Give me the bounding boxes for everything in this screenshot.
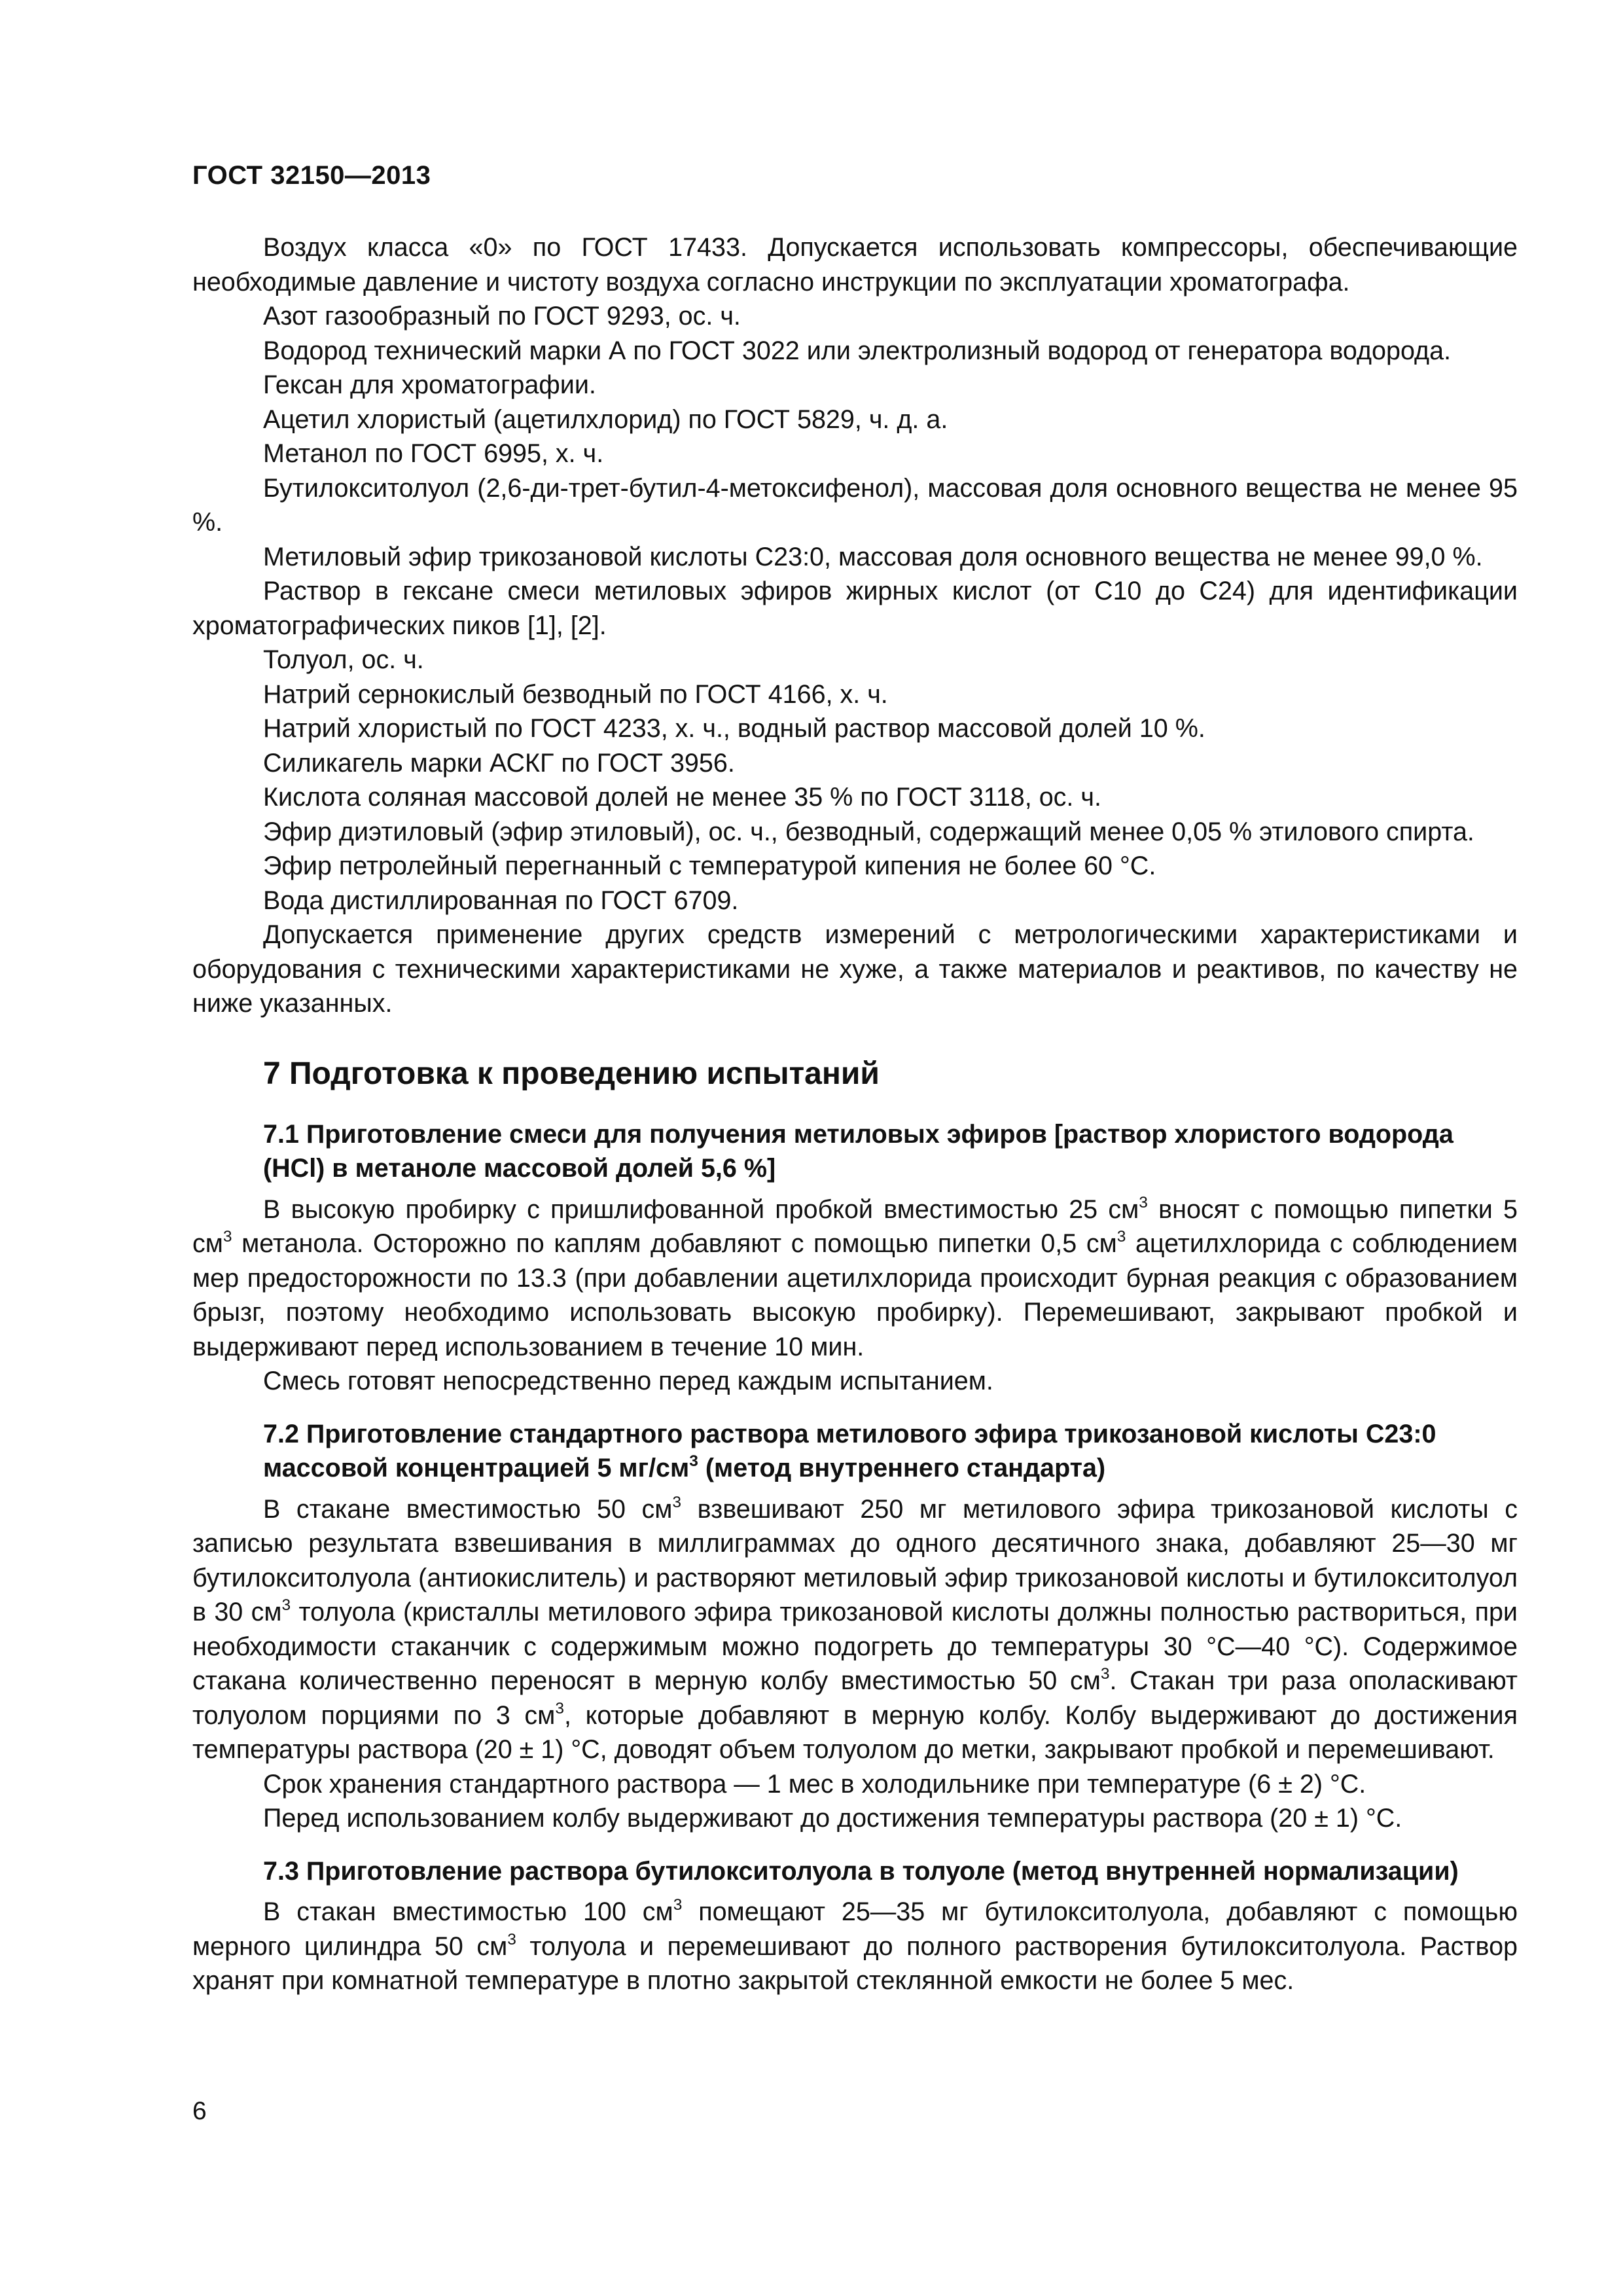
paragraph-nitrogen: Азот газообразный по ГОСТ 9293, ос. ч. bbox=[263, 302, 741, 331]
document-header: ГОСТ 32150—2013 bbox=[192, 161, 431, 190]
paragraph-alternatives: Допускается применение других средств измерений с метрологическими характеристиками и оборудования с техническими характеристиками не хуже, а также материалов и реактивов, по качеству не ниже указанных. bbox=[192, 920, 1518, 1018]
paragraph-hexane: Гексан для хроматографии. bbox=[263, 370, 596, 399]
subsection-7-2-heading: 7.2 Приготовление стандартного раствора метилового эфира трикозановой кислоты С23:0 массовой концентрацией 5 $мг/см^3$ (метод внутреннего стандарта) bbox=[263, 1419, 1436, 1482]
paragraph-methanol: Метанол по ГОСТ 6995, х. ч. bbox=[263, 439, 604, 468]
paragraph-air: Воздух класса «0» по ГОСТ 17433. Допускается использовать компрессоры, обеспечивающие необходимые давление и чистоту воздуха согласно инструкции по эксплуатации хроматографа. bbox=[192, 233, 1518, 296]
paragraph-7-1-procedure: В высокую пробирку с пришлифованной пробкой вместимостью 25 $см^3$ вносят с помощью пипетки 5 $см^3$ метанола. Осторожно по каплям добавляют с помощью пипетки 0,5 $см^3$ ацетилхлорида с соблюдением мер предосторожности по 13.3 (при добавлении ацетилхлорида происходит бурная реакция с образованием брызг, поэтому необходимо использовать высокую пробирку). Перемешивают, закрывают пробкой и выдерживают перед использованием в течение 10 мин. bbox=[192, 1193, 1518, 1361]
section-7-heading: 7 Подготовка к проведению испытаний bbox=[263, 1056, 880, 1091]
paragraph-7-2-storage: Срок хранения стандартного раствора — 1 мес в холодильнике при температуре (6 ± 2) °С. bbox=[263, 1769, 1366, 1799]
paragraph-acetyl-chloride: Ацетил хлористый (ацетилхлорид) по ГОСТ 5829, ч. д. а. bbox=[263, 404, 948, 434]
paragraph-hydrogen: Водород технический марки А по ГОСТ 3022 или электролизный водород от генератора водорода. bbox=[263, 336, 1452, 365]
subsection-7-3-heading: 7.3 Приготовление раствора бутилокситолуола в толуоле (метод внутренней нормализации) bbox=[263, 1856, 1459, 1886]
paragraph-7-2-procedure: В стакане вместимостью 50 $см^3$ взвешивают 250 мг метилового эфира трикозановой кислоты с записью результата взвешивания в миллиграммах до одного десятичного знака, добавляют 25—30 мг бутилокситолуола (антиокислитель) и растворяют метиловый эфир трикозановой кислоты и бутилокситолуол в 30 $см^3$ толуола (кристаллы метилового эфира трикозановой кислоты должны полностью раствориться, при необходимости стаканчик с содержимым можно подогреть до температуры 30 °С—40 °С). Содержимое стакана количественно переносят в мерную колбу вместимостью 50 $см^3$. Стакан три раза ополаскивают толуолом порциями по 3 $см^3$, которые добавляют в мерную колбу. Колбу выдерживают до достижения температуры раствора (20 ± 1) °С, доводят объем толуолом до метки, закрывают пробкой и перемешивают. bbox=[192, 1493, 1518, 1764]
paragraph-sodium-chloride: Натрий хлористый по ГОСТ 4233, х. ч., водный раствор массовой долей 10 %. bbox=[263, 714, 1205, 743]
paragraph-distilled-water: Вода дистиллированная по ГОСТ 6709. bbox=[263, 886, 739, 915]
document-body bbox=[192, 230, 1518, 1998]
paragraph-silica-gel: Силикагель марки АСКГ по ГОСТ 3956. bbox=[263, 748, 735, 778]
paragraph-sodium-sulfate: Натрий сернокислый безводный по ГОСТ 4166, х. ч. bbox=[263, 679, 888, 709]
page-number: 6 bbox=[192, 2097, 207, 2125]
paragraph-diethyl-ether: Эфир диэтиловый (эфир этиловый), ос. ч., безводный, содержащий менее 0,05 % этилового спирта. bbox=[263, 817, 1474, 846]
paragraph-7-2-before-use: Перед использованием колбу выдерживают до достижения температуры раствора (20 ± 1) °С. bbox=[263, 1804, 1402, 1833]
paragraph-7-3-procedure: В стакан вместимостью 100 $см^3$ помещают 25—35 мг бутилокситолуола, добавляют с помощью мерного цилиндра 50 $см^3$ толуола и перемешивают до полного растворения бутилокситолуола. Раствор хранят при комнатной температуре в плотно закрытой стеклянной емкости не более 5 мес. bbox=[192, 1896, 1518, 1995]
paragraph-butyloxytoluene: Бутилокситолуол (2,6-ди-трет-бутил-4-метоксифенол), массовая доля основного вещества не менее 95 %. bbox=[192, 473, 1518, 537]
paragraph-hydrochloric-acid: Кислота соляная массовой долей не менее 35 % по ГОСТ 3118, ос. ч. bbox=[263, 783, 1101, 812]
paragraph-toluene: Толуол, ос. ч. bbox=[263, 645, 424, 674]
paragraph-7-1-note: Смесь готовят непосредственно перед каждым испытанием. bbox=[263, 1367, 993, 1395]
paragraph-hexane-solution: Раствор в гексане смеси метиловых эфиров жирных кислот (от С10 до С24) для идентификации хроматографических пиков [1], [2]. bbox=[192, 577, 1518, 640]
subsection-7-1-heading: 7.1 Приготовление смеси для получения метиловых эфиров [раствор хлористого водорода (HCl) в метаноле массовой долей 5,6 %] bbox=[263, 1119, 1454, 1183]
paragraph-petroleum-ether: Эфир петролейный перегнанный с температурой кипения не более 60 °С. bbox=[263, 852, 1156, 880]
paragraph-methyl-ester: Метиловый эфир трикозановой кислоты С23:0, массовая доля основного вещества не менее 99,0 %. bbox=[263, 542, 1483, 571]
